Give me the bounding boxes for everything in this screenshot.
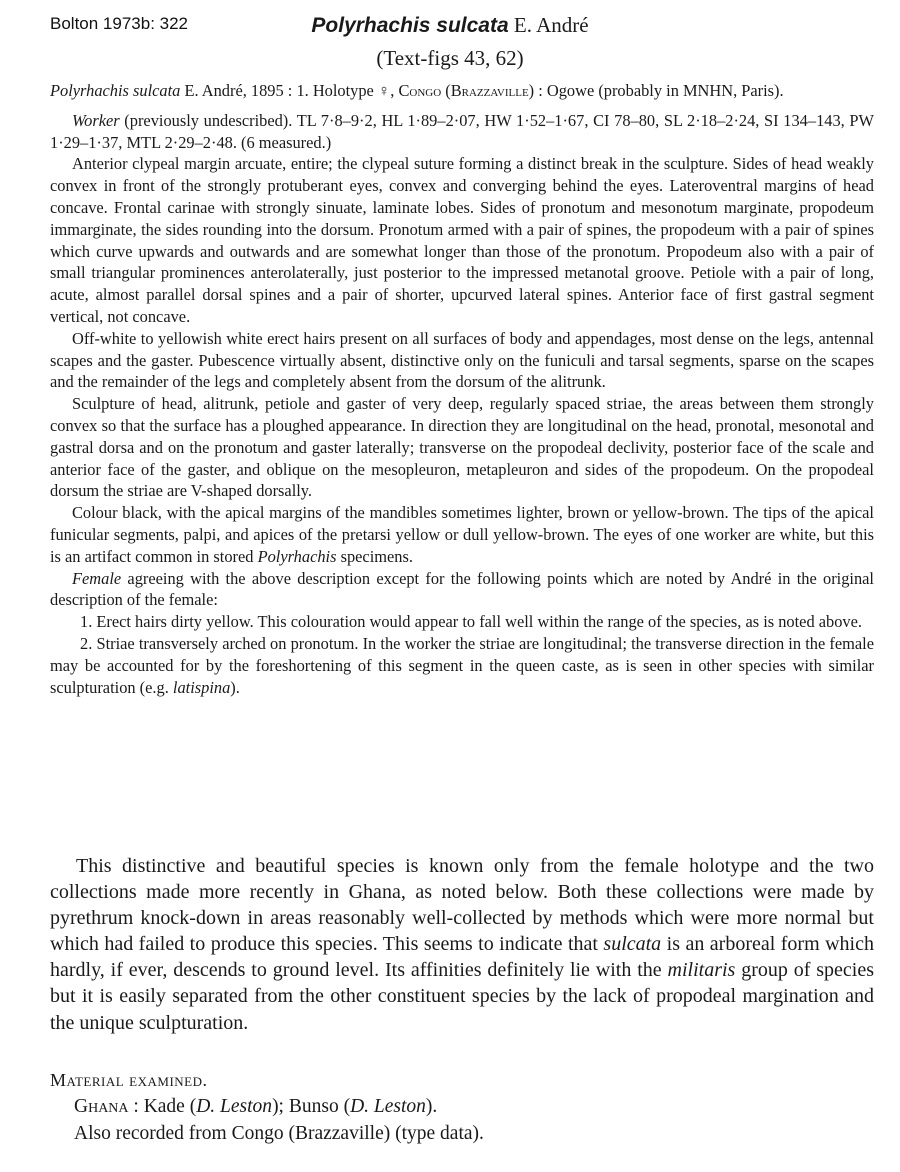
citation-paragraph: Polyrhachis sulcata E. André, 1895 : 1. Holotype ♀, Congo (Brazzaville) : Ogowe (probably in MNHN, Paris). (50, 81, 784, 100)
material-heading: Material examined. (50, 1070, 208, 1090)
paragraph-pilosity: Off-white to yellowish white erect hairs present on all surfaces of body and appendages, most dense on the legs, antennal scapes and the gaster. Pubescence virtually absent, distinctive only on the funiculi and tarsal segments, sparse on the scapes and the remainder of the legs and completely absent from the dorsum of the alitrunk. (50, 328, 874, 392)
figure-reference: (Text-figs 43, 62) (376, 46, 524, 70)
citation-species: Polyrhachis sulcata (50, 81, 181, 100)
female-point-2: 2. Striae transversely arched on pronotum. In the worker the striae are longitudinal; the transverse direction in the female may be accounted for by the foreshortening of this segment in the queen caste, as is seen in other species with similar sculpturation (e.g. latispina). (50, 633, 874, 697)
discussion-paragraph: This distinctive and beautiful species is known only from the female holotype and the two collections made more recently in Ghana, as noted below. Both these collections were made by pyrethrum knock-down in areas reasonably well-collected by methods which were more normal but which had failed to produce this species. This seems to indicate that sulcata is an arboreal form which hardly, if ever, descends to ground level. Its affinities definitely lie with the militaris group of species but it is easily separated from the other constituent species by the lack of propodeal margination and the unique sculpturation. (50, 855, 875, 1034)
species-title (0, 13, 900, 38)
material-ghana: Ghana : Kade (D. Leston); Bunso (D. Leston). (74, 1096, 438, 1117)
paragraph-colour: Colour black, with the apical margins of the mandibles sometimes lighter, brown or yellow-brown. The tips of the apical funicular segments, palpi, and apices of the pretarsi yellow or dull yellow-brown. The eyes of one worker are white, but this is an artifact common in stored Polyrhachis specimens. (50, 503, 874, 566)
material-congo: Also recorded from Congo (Brazzaville) (type data). (74, 1123, 484, 1144)
source-reference: Bolton 1973b: 322 (50, 14, 189, 33)
female-point-1: 1. Erect hairs dirty yellow. This colouration would appear to fall well within the range of the species, as is noted above. (80, 612, 862, 632)
female-label: Female (72, 568, 122, 588)
material-examined (50, 1067, 874, 1147)
species-author: E. André (508, 13, 589, 37)
worker-label: Worker (72, 110, 120, 130)
species-name: Polyrhachis sulcata (311, 14, 509, 37)
description-block (50, 80, 874, 698)
paragraph-morphology: Anterior clypeal margin arcuate, entire; the clypeal suture forming a distinct break in the sculpture. Sides of head weakly convex in front of the strongly protuberant eyes, convex and converging behind the eyes. Lateroventral margins of head concave. Frontal carinae with strongly sinuate, laminate lobes. Sides of pronotum and mesonotum marginate, propodeum immarginate, the sides rounding into the dorsum. Pronotum armed with a pair of spines, the propodeum with a pair of spines which curve upwards and outwards and are somewhat longer than those of the pronotum. Propodeum also with a pair of small triangular prominences anterolaterally, just posterior to the impressed metanotal groove. Petiole with a pair of long, acute, almost parallel dorsal spines and a pair of shorter, upcurved lateral spines. Anterior face of first gastral segment vertical, not concave. (50, 154, 874, 326)
paragraph-sculpture: Sculpture of head, alitrunk, petiole and gaster of very deep, regularly spaced striae, the areas between them strongly convex so that the surface has a ploughed appearance. In direction they are longitudinal on the head, pronotal, mesonotal and gastral dorsa and on the pronotum and gaster laterally; transverse on the propodeal declivity, posterior face of the scale and anterior face of the gaster, and oblique on the mesopleuron, metapleuron and sides of the propodeum. On the propodeal dorsum the striae are V-shaped dorsally. (50, 394, 874, 501)
paragraph-female: Female agreeing with the above description except for the following points which are noted by André in the original description of the female: (50, 568, 874, 610)
worker-measurements: Worker (previously undescribed). TL 7·8–9·2, HL 1·89–2·07, HW 1·52–1·67, CI 78–80, SL 2·18–2·24, SI 134–143, PW 1·29–1·37, MTL 2·29–2·48. (6 measured.) (50, 110, 874, 152)
